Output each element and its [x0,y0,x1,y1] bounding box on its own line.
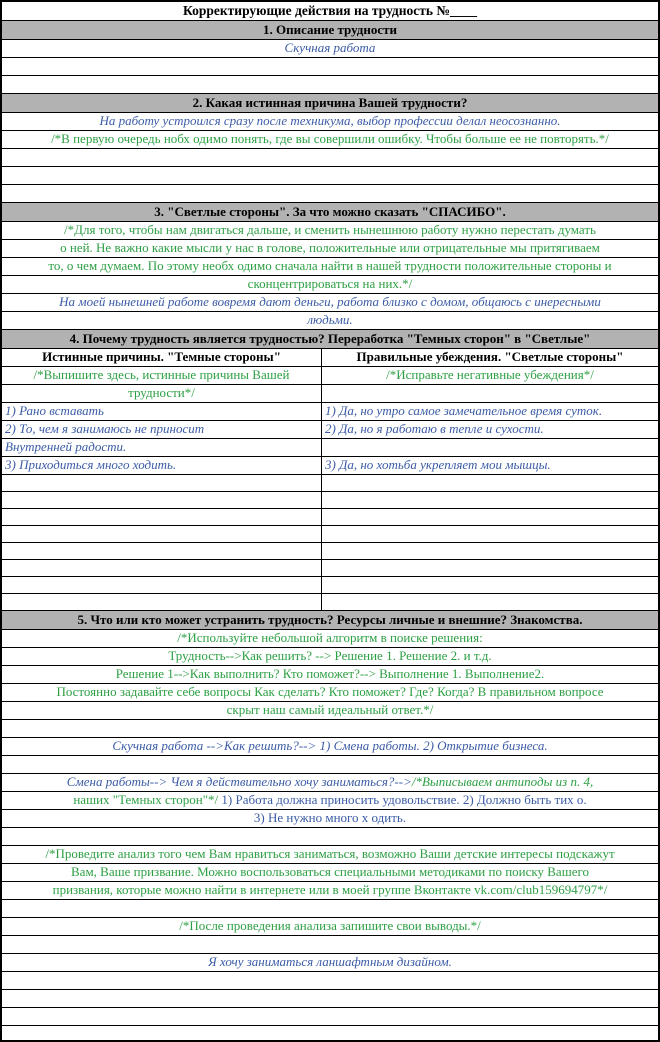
empty-row[interactable] [2,972,658,990]
empty-row[interactable] [2,58,658,76]
text-segment: 1) Да, но утро самое замечательное время суток. [325,403,603,419]
cause-belief-row-2 [2,421,658,439]
empty-cell[interactable] [322,526,658,542]
empty-row[interactable] [2,828,658,846]
vocation-instruction-line-3 [2,882,658,900]
empty-row[interactable] [2,756,658,774]
conclusion-answer[interactable] [2,954,658,972]
text-segment: На работу устроился сразу после техникума, выбор профессии делал неосознанно. [99,113,561,129]
empty-cell[interactable] [2,526,322,542]
cause-belief-row-3 [2,439,658,457]
section-5-instruction-line-2 [2,648,658,666]
empty-row[interactable] [2,936,658,954]
text-segment: скрыт наш самый идеальный ответ.*/ [226,702,434,718]
section-3-header [2,203,658,222]
empty-split-row [2,577,658,594]
dark-side-item-2-line-2[interactable] [2,439,322,456]
empty-split-row [2,475,658,492]
dark-sides-instruction-line-2 [2,385,322,402]
vocation-instruction-line-2 [2,864,658,882]
bright-side-item-3[interactable] [322,457,658,474]
dark-sides-column-header [2,349,322,366]
empty-cell[interactable] [2,560,322,576]
empty-cell[interactable] [322,439,658,456]
empty-cell[interactable] [2,543,322,559]
text-segment: Постоянно задавайте себе вопросы Как сделать? Кто поможет? Где? Когда? В правильном вопросе [56,684,604,700]
empty-cell[interactable] [2,594,322,610]
text-segment: /*В первую очередь нобх одимо понять, где вы совершили ошибку. Чтобы больше ее не повторять.*/ [51,131,609,147]
section-3-instruction-line-1 [2,222,658,240]
text-segment: о ней. Не важно какие мысли у нас в голове, положительные или отрицательные мы притягиваем [60,240,600,256]
text-segment: наших "Темных сторон"*/ [73,792,222,808]
text-segment: 3. "Светлые стороны". За что можно сказать "СПАСИБО". [154,203,506,219]
empty-split-row [2,594,658,611]
section-3-instruction-line-3 [2,258,658,276]
text-segment: /*Проведите анализ того чем Вам нравиться заниматься, возможно Ваши детские интересы подскажут [45,846,615,862]
text-segment: Скучная работа [284,40,376,56]
section-1-header [2,21,658,40]
section-3-instruction-line-4 [2,276,658,294]
true-cause-answer-field[interactable] [2,113,658,131]
text-segment: сконцентрироваться на них.*/ [247,276,413,292]
text-segment: Истинные причины. "Темные стороны" [42,349,281,365]
text-segment: людьми. [307,312,353,328]
empty-row[interactable] [2,1026,658,1040]
section-5-instruction-line-4 [2,684,658,702]
empty-row[interactable] [2,185,658,203]
dark-sides-instruction-line-1 [2,367,322,384]
job-change-analysis-line-2[interactable] [2,792,658,810]
text-segment: призвания, которые можно найти в интернете или в моей группе Вконтакте vk.com/club159694797*/ [52,882,608,898]
empty-cell[interactable] [322,577,658,593]
text-segment: трудности*/ [128,385,195,401]
empty-cell[interactable] [322,492,658,508]
difficulty-description-field[interactable] [2,40,658,58]
section-5-instruction-line-1 [2,630,658,648]
text-segment: 1. Описание трудности [262,21,398,37]
cause-belief-row-4 [2,457,658,475]
bright-sides-answer-line-2[interactable] [2,312,658,330]
text-segment: Я хочу заниматься ланшафтным дизайном. [208,954,452,970]
empty-cell[interactable] [2,475,322,491]
text-segment: 2) Да, но я работаю в тепле и сухости. [325,421,544,437]
text-segment: 3) Не нужно много х одить. [253,810,407,826]
dark-side-item-1[interactable] [2,403,322,420]
empty-row[interactable] [2,900,658,918]
text-segment: Внутренней радости. [5,439,127,455]
job-change-analysis-line-1[interactable] [2,774,658,792]
text-segment: 1) Работа должна приносить удовольствие. 2) Должно быть тих о. [221,792,587,808]
empty-cell[interactable] [322,543,658,559]
text-segment: /*Для того, чтобы нам двигаться дальше, и сменить нынешнюю работу нужно перестать думать [64,222,596,238]
solution-algorithm-answer[interactable] [2,738,658,756]
conclusions-instruction [2,918,658,936]
empty-row[interactable] [2,167,658,185]
empty-row[interactable] [2,1008,658,1026]
empty-split-row [2,543,658,560]
text-segment: 3) Да, но хотьба укрепляет мои мышцы. [325,457,551,473]
text-segment: /*Исправьте негативные убеждения*/ [386,367,594,383]
empty-split-row [2,560,658,577]
text-segment: 1) Рано вставать [5,403,104,419]
text-segment: 2) То, чем я занимаюсь не приносит [5,421,205,437]
empty-cell[interactable] [322,560,658,576]
empty-cell[interactable] [322,594,658,610]
dark-side-item-2-line-1[interactable] [2,421,322,438]
text-segment: Скучная работа -->Как решить?--> 1) Смена работы. 2) Открытие бизнеса. [112,738,548,754]
section-4-header [2,330,658,349]
text-segment: Правильные убеждения. "Светлые стороны" [356,349,624,365]
empty-row[interactable] [2,990,658,1008]
text-segment: то, о чем думаем. По этому необх одимо сначала найти в нашей трудности положительные стороны и [48,258,612,274]
section-5-instruction-line-3 [2,666,658,684]
section-3-instruction-line-2 [2,240,658,258]
text-segment: 3) Приходиться много ходить. [5,457,177,473]
text-segment: /*Выписываем антиподы из п. 4, [411,774,594,790]
vocation-instruction-line-1 [2,846,658,864]
bright-side-item-1[interactable] [322,403,658,420]
bright-sides-instruction [322,367,658,384]
document-title [2,2,658,21]
section-2-instruction [2,131,658,149]
empty-split-row [2,492,658,509]
empty-row[interactable] [2,76,658,94]
section-2-header [2,94,658,113]
text-segment: /*Выпишите здесь, истинные причины Вашей [33,367,290,383]
text-segment: Трудность-->Как решить? --> Решение 1. Решение 2. и т.д. [168,648,492,664]
text-segment: 5. Что или кто может устранить трудность? Ресурсы личные и внешние? Знакомства. [77,611,583,627]
section-5-instruction-line-5 [2,702,658,720]
column-headers-row [2,349,658,367]
empty-cell[interactable] [2,492,322,508]
empty-row[interactable] [2,149,658,167]
empty-cell[interactable] [322,509,658,525]
job-change-analysis-line-3[interactable] [2,810,658,828]
empty-cell[interactable] [322,385,658,402]
text-segment: На моей нынешней работе вовремя дают деньги, работа близко с домом, общаюсь с инересными [59,294,601,310]
section-5-header [2,611,658,630]
empty-cell[interactable] [2,577,322,593]
column-instructions-row-1 [2,367,658,385]
bright-side-item-2[interactable] [322,421,658,438]
text-segment: Вам, Ваше призвание. Можно воспользоваться специальными методиками по поиску Вашего [71,864,589,880]
dark-side-item-3[interactable] [2,457,322,474]
text-segment: 4. Почему трудность является трудностью? Переработка "Темных сторон" в "Светлые" [69,330,591,346]
text-segment: 2. Какая истинная причина Вашей трудности? [192,94,468,110]
empty-row[interactable] [2,720,658,738]
text-segment: Корректирующие действия на трудность №____ [183,3,477,19]
empty-cell[interactable] [322,475,658,491]
text-segment: /*Используйте небольшой алгоритм в поиске решения: [177,630,483,646]
bright-sides-answer-line-1[interactable] [2,294,658,312]
empty-split-row [2,509,658,526]
empty-split-row [2,526,658,543]
text-segment: Смена работы--> Чем я действительно хочу заниматься?--> [66,774,412,790]
cause-belief-row-1 [2,403,658,421]
bright-sides-column-header [322,349,658,366]
text-segment: /*После проведения анализа запишите свои выводы.*/ [179,918,481,934]
empty-cell[interactable] [2,509,322,525]
text-segment: Решение 1-->Как выполнить? Кто поможет?--> Выполнение 1. Выполнение2. [115,666,545,682]
column-instructions-row-2 [2,385,658,403]
